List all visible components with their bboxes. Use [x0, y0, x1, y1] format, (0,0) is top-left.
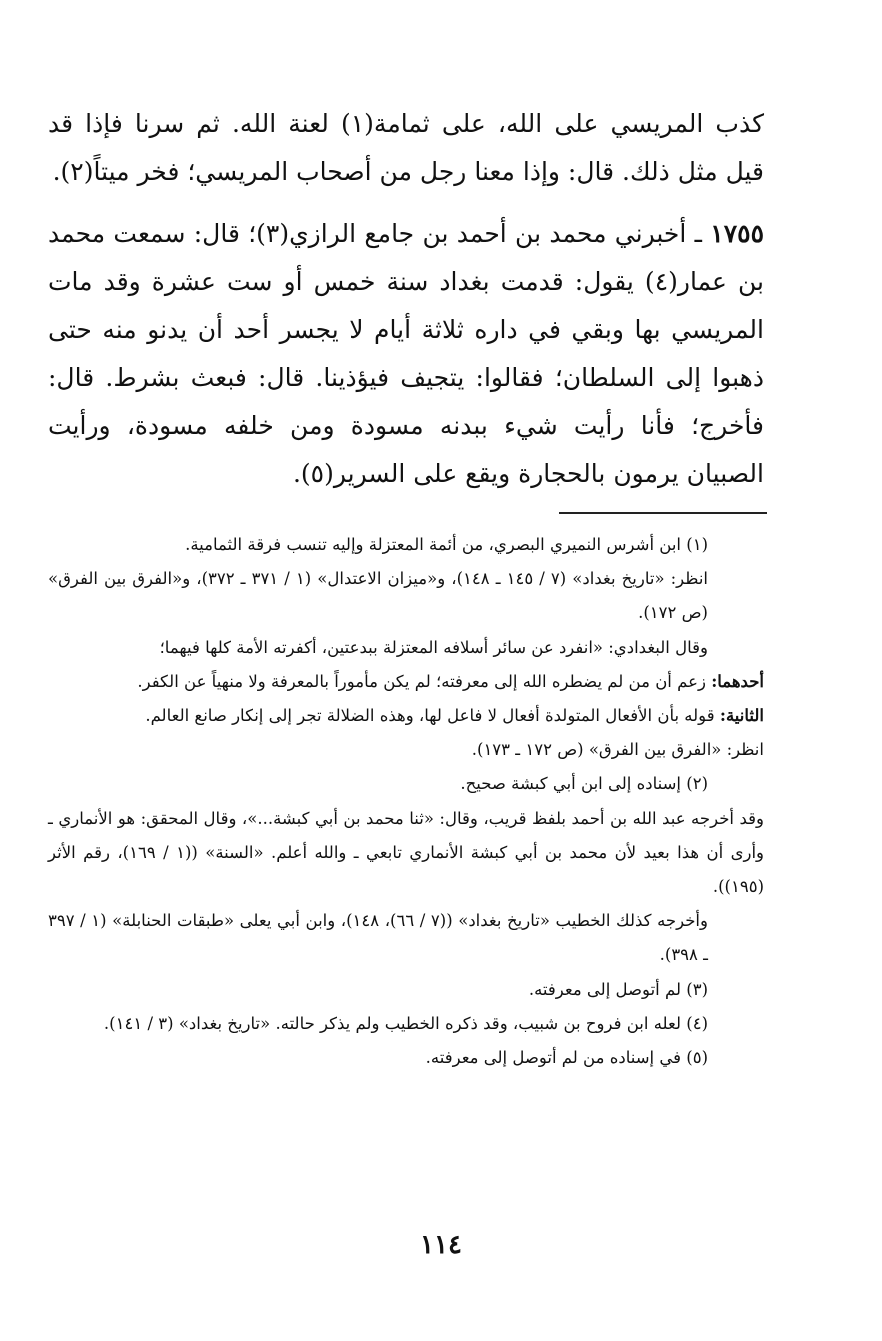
- footnote-text: (٢) إسناده إلى ابن أبي كبشة صحيح.: [460, 774, 708, 794]
- footnote-text: (١) ابن أشرس النميري البصري، من أئمة المعتزلة وإليه تنسب فرقة الثمامية.: [185, 535, 708, 554]
- footnote-line: [48, 973, 764, 1007]
- footnote-line: [48, 767, 764, 801]
- paragraph-2: [48, 210, 764, 498]
- main-text: [48, 100, 764, 498]
- footnote-text: انظر: «تاريخ بغداد» (٧ / ١٤٥ ـ ١٤٨)، و«ميزان الاعتدال» (١ / ٣٧١ ـ ٣٧٢)، و«الفرق بين الفرق» (ص ١٧٢).: [48, 569, 708, 623]
- footnote-line: [48, 631, 764, 665]
- footnote-text: وقد أخرجه عبد الله بن أحمد بلفظ قريب، وقال: «ثنا محمد بن أبي كبشة...»، وقال المحقق: هو الأنماري ـ وأرى أن هذا بعيد لأن محمد بن أبي كبشة الأنماري تابعي ـ والله أعلم. «السنة» ((١ / ١٦٩)، رقم الأثر (١٩٥)).: [48, 808, 765, 897]
- footnote-label: أحدهما:: [711, 671, 764, 691]
- footnote-line: [48, 528, 764, 562]
- narration-text: ـ أخبرني محمد بن أحمد بن جامع الرازي(٣)؛ قال: سمعت محمد بن عمار(٤) يقول: قدمت بغداد سنة خمس أو ست عشرة وقد مات المريسي بها وبقي في داره ثلاثة أيام لا يجسر أحد أن يدنو منه حتى ذهبوا إلى السلطان؛ فقالوا: يتجيف فيؤذينا. قال: فبعث بشرط. قال: فأخرج؛ فأنا رأيت شيء ببدنه مسودة ومن خلفه مسودة، ورأيت الصبيان يرمون بالحجارة ويقع على السرير(٥).: [48, 219, 764, 488]
- footnote-line: [48, 699, 764, 733]
- footnote-text: وقال البغدادي: «انفرد عن سائر أسلافه المعتزلة ببدعتين، أكفرته الأمة كلها فيهما؛: [159, 637, 708, 657]
- footnote-line: [48, 904, 764, 972]
- footnote-text: (٤) لعله ابن فروح بن شبيب، وقد ذكره الخطيب ولم يذكر حالته. «تاريخ بغداد» (٣ / ١٤١).: [103, 1013, 708, 1033]
- footnote-label: الثانية:: [719, 706, 764, 726]
- footnote-line: [48, 802, 764, 905]
- footnote-line: [48, 1007, 764, 1041]
- narration-number: ١٧٥٥: [710, 219, 764, 248]
- footnotes: [48, 528, 764, 1075]
- footnote-text: (٣) لم أتوصل إلى معرفته.: [528, 979, 708, 999]
- footnote-line: [48, 1041, 764, 1075]
- footnote-line: [48, 665, 764, 699]
- footnote-line: [48, 562, 764, 630]
- footnote-text: (٥) في إسناده من لم أتوصل إلى معرفته.: [425, 1048, 708, 1068]
- footnote-text: زعم أن من لم يضطره الله إلى معرفته؛ لم يكن مأموراً بالمعرفة ولا منهياً عن الكفر.: [137, 671, 706, 691]
- paragraph-1: كذب المريسي على الله، على ثمامة(١) لعنة الله. ثم سرنا فإذا قد قيل مثل ذلك. قال: وإذا معنا رجل من أصحاب المريسي؛ فخر ميتاً(٢).: [48, 109, 764, 186]
- footnote-line: [48, 733, 764, 767]
- page-number: ١١٤: [420, 1230, 462, 1260]
- footnote-separator: [559, 512, 767, 514]
- footnote-text: انظر: «الفرق بين الفرق» (ص ١٧٢ ـ ١٧٣).: [471, 740, 764, 760]
- footnote-text: وأخرجه كذلك الخطيب «تاريخ بغداد» ((٧ / ٦٦)، ١٤٨)، وابن أبي يعلى «طبقات الحنابلة» (١ / ٣٩٧ ـ ٣٩٨).: [48, 911, 708, 965]
- footnote-text: قوله بأن الأفعال المتولدة أفعال لا فاعل لها، وهذه الضلالة تجر إلى إنكار صانع العالم.: [145, 706, 715, 726]
